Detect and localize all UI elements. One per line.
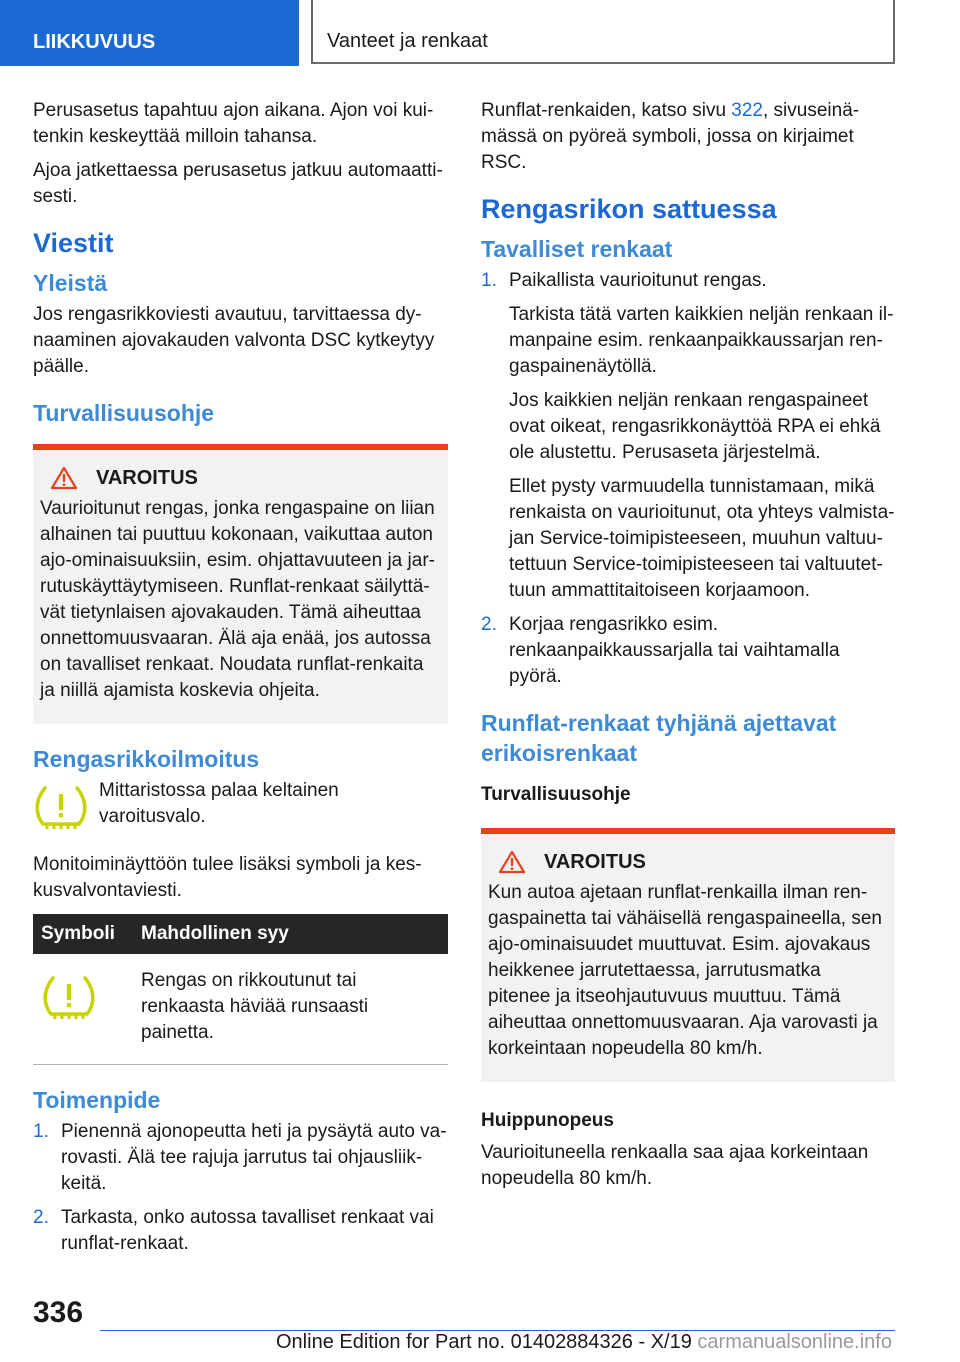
continued-text-post: , sivuseinämässä on pyöreä symboli, jossa on kirjaimet RSC. <box>481 100 860 173</box>
step-text: Tarkasta, onko autossa tavalliset renkaat vai runflat-renkaat. <box>61 1207 434 1254</box>
list-item <box>33 1205 448 1257</box>
warning-text: Kun autoa ajetaan runflat-renkailla ilman rengaspainetta tai vähäisellä rengaspaineella, sen ajo-ominaisuudet muuttuvat. Esim. ajovakaus heikkenee jarrutettaessa, jarrutusmatka pitenee ja itseohjautuvuus muuttuu. Tämä aiheuttaa onnettomuusvaaran. Aja varovasti ja korkeintaan nopeudella 80 km/h. <box>488 882 882 1059</box>
heading-rengasrikon-sattuessa: Rengasrikon sattuessa <box>481 194 777 224</box>
step-text: Paikallista vaurioitunut rengas. <box>509 270 767 291</box>
column-header-cause: Mahdollinen syy <box>133 914 448 954</box>
footer-edition <box>276 1331 892 1354</box>
warning-title: VAROITUS <box>544 850 646 873</box>
heading-toimenpide: Toimenpide <box>33 1087 161 1113</box>
intro-paragraph-2: Ajoa jatkettaessa perusasetus jatkuu automaattisesti. <box>33 160 443 207</box>
warning-box <box>33 444 448 724</box>
top-header <box>0 0 960 66</box>
step-subtext: Jos kaikkien neljän renkaan rengaspaineet ovat oikeat, rengasrikkonäyttöä RPA ei ehkä ole alustettu. Perusaseta järjestelmä. <box>509 390 881 463</box>
heading-tavalliset-renkaat: Tavalliset renkaat <box>481 236 673 262</box>
list-item <box>33 1119 448 1197</box>
tire-pressure-warning-icon <box>33 782 89 832</box>
warning-triangle-icon <box>498 850 526 874</box>
monitor-paragraph: Monitoiminäyttöön tulee lisäksi symboli ja keskusvalvontaviesti. <box>33 854 422 901</box>
step-number: 2. <box>33 1207 49 1228</box>
list-item <box>481 268 895 604</box>
heading-huippunopeus: Huippunopeus <box>481 1110 614 1131</box>
intro-paragraph-1: Perusasetus tapahtuu ajon aikana. Ajon voi kuitenkin keskeyttää milloin tahansa. <box>33 100 434 147</box>
symbol-cell <box>33 954 133 1065</box>
step-text: Pienennä ajonopeutta heti ja pysäytä auto varovasti. Älä tee rajuja jarrutus tai ohjausliikkeitä. <box>61 1121 447 1194</box>
warning-text: Vaurioitunut rengas, jonka rengaspaine on liian alhainen tai puuttuu kokonaan, vaikuttaa auton ajo-ominaisuuksiin, esim. ohjattavuuteen ja jarrutuskäyttäytymiseen. Runflat-renkaat säilyttävät tietynlaisen ajovakauden. Tämä aiheuttaa onnettomuusvaaran. Älä aja enää, jos autossa on tavalliset renkaat. Noudata runflat-renkaita ja niillä ajamista koskevia ohjeita. <box>40 498 435 701</box>
step-text: Korjaa rengasrikko esim. renkaanpaikkaussarjalla tai vaihtamalla pyörä. <box>509 614 840 687</box>
step-subtext: Tarkista tätä varten kaikkien neljän renkaan ilmanpaine esim. renkaanpaikkaussarjan rengaspainenäytöllä. <box>509 304 894 377</box>
step-number: 1. <box>33 1121 49 1142</box>
indicator-note <box>33 778 448 838</box>
step-number: 1. <box>481 270 497 291</box>
column-header-symbol: Symboli <box>33 914 133 954</box>
page-number: 336 <box>33 1296 84 1329</box>
warning-triangle-icon <box>50 466 78 490</box>
heading-yleista: Yleistä <box>33 270 108 296</box>
edition-text: Online Edition for Part no. 01402884326 - X/19 <box>276 1331 692 1353</box>
table-row <box>33 954 448 1065</box>
huippunopeus-paragraph: Vaurioituneella renkaalla saa ajaa korkeintaan nopeudella 80 km/h. <box>481 1142 869 1189</box>
warning-header <box>488 850 885 874</box>
indicator-note-text: Mittaristossa palaa keltainen varoitusvalo. <box>99 780 339 827</box>
warning-title: VAROITUS <box>96 466 198 489</box>
tire-pressure-warning-icon <box>41 972 97 1022</box>
step-subtext: Ellet pysty varmuudella tunnistamaan, mikä renkaista on vaurioitunut, ota yhteys valmistajan Service-toimipisteeseen, muuhun valtuutettuun Service-toimipisteeseen tai valtuutettuun ammattitaitoiseen korjaamoon. <box>509 476 895 601</box>
step-number: 2. <box>481 614 497 635</box>
repair-steps <box>481 268 895 690</box>
page-link[interactable]: 322 <box>731 100 763 121</box>
symbol-table <box>33 914 448 1065</box>
action-steps <box>33 1119 448 1257</box>
warning-box <box>481 828 895 1082</box>
section-tab[interactable]: LIIKKUVUUS <box>0 0 299 66</box>
list-item <box>481 612 895 690</box>
left-column <box>33 98 448 1265</box>
heading-runflat-renkaat: Runflat-renkaat tyhjänä ajettavat erikoisrenkaat <box>481 710 837 766</box>
heading-turvallisuusohje-right: Turvallisuusohje <box>481 784 631 805</box>
table-header-row <box>33 914 448 954</box>
heading-rengasrikkoilmoitus: Rengasrikkoilmoitus <box>33 746 260 772</box>
heading-turvallisuusohje: Turvallisuusohje <box>33 400 215 426</box>
cause-cell: Rengas on rikkoutunut tai renkaasta häviää runsaasti painetta. <box>133 954 448 1065</box>
topic-tab[interactable]: Vanteet ja renkaat <box>311 0 895 64</box>
runflat-continued-paragraph <box>481 98 895 176</box>
watermark-text: carmanualsonline.info <box>697 1331 892 1353</box>
yleista-paragraph: Jos rengasrikkoviesti avautuu, tarvittaessa dynaaminen ajovakauden valvonta DSC kytkeytyy päälle. <box>33 304 435 377</box>
right-column <box>481 98 895 1200</box>
heading-viestit: Viestit <box>33 228 114 258</box>
warning-header <box>40 466 438 490</box>
continued-text-pre: Runflat-renkaiden, katso sivu <box>481 100 732 121</box>
